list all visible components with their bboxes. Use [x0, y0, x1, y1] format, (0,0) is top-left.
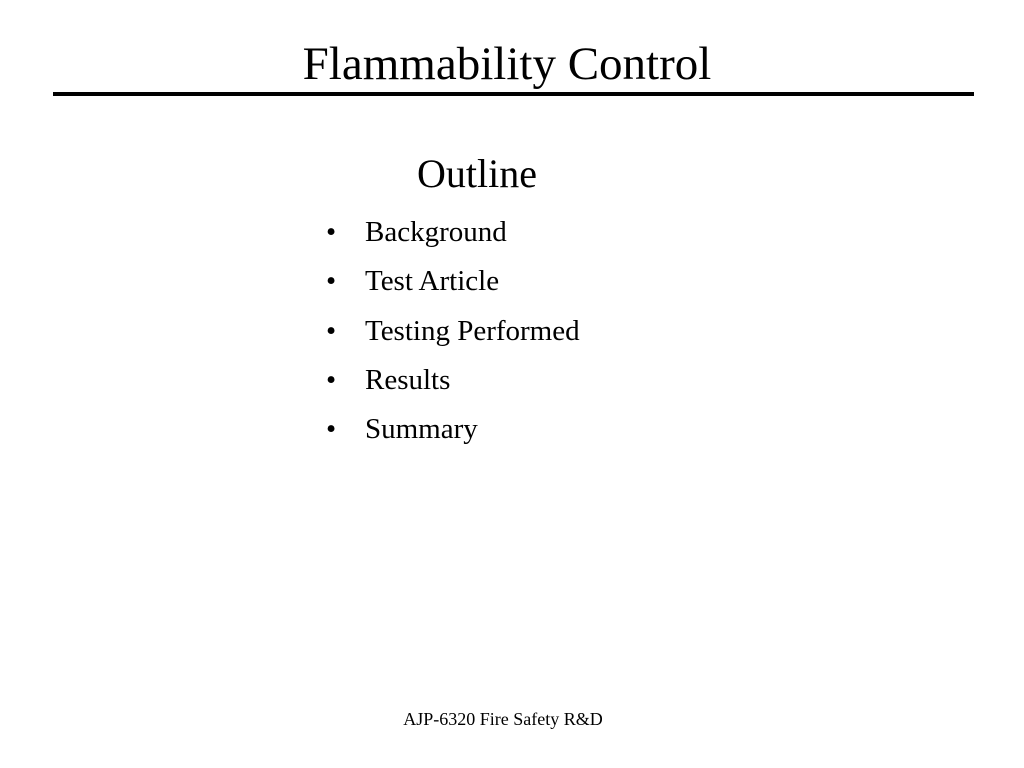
bullet-icon: •: [326, 413, 337, 446]
slide-footer: AJP-6320 Fire Safety R&D: [403, 709, 603, 729]
outline-item-label: Background: [365, 216, 507, 248]
bullet-icon: •: [326, 216, 337, 248]
outline-heading: Outline: [417, 151, 537, 196]
outline-item-label: Test Article: [365, 265, 500, 298]
bullet-icon: •: [326, 314, 337, 347]
outline-item-label: Testing Performed: [365, 314, 580, 347]
slide-title: Flammability Control: [302, 38, 712, 90]
outline-item-label: Results: [365, 363, 451, 396]
bullet-icon: •: [326, 265, 337, 298]
title-underline: [53, 92, 974, 96]
bullet-icon: •: [326, 363, 337, 396]
outline-item-label: Summary: [365, 413, 478, 446]
